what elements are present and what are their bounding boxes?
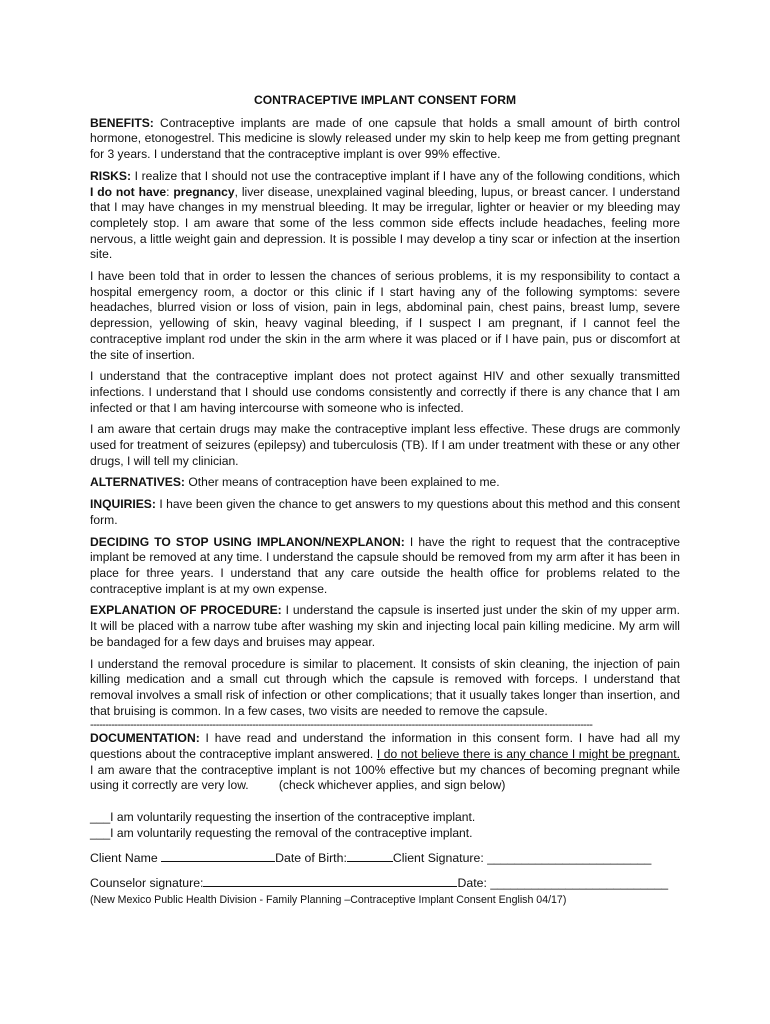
- counselor-signature-row: [90, 874, 680, 892]
- form-title: CONTRACEPTIVE IMPLANT CONSENT FORM: [253, 93, 517, 107]
- risks-text-2: , liver disease, unexplained vaginal bleeding, lupus, or breast cancer. I understand that I may have changes in my menstrual bleeding. It may be irregular, lighter or heavier or my bleeding may completely stop. I am aware that some of the less common side effects include headaches, feeling more nervous, a little weight gain and depression. It is possible I may develop a tiny scar or infection at the insertion site.: [90, 184, 680, 262]
- alternatives-section: [90, 475, 680, 491]
- documentation-text-1: I have read and understand the information in this consent form. I have had all my questions about the contraceptive implant answered.: [90, 731, 680, 762]
- section-divider: --------------------------------------------------------------------------------------------------------------------------------------------------------------------: [90, 719, 593, 732]
- date-field[interactable]: __________________________: [490, 876, 669, 891]
- documentation-text-2: I am aware that the contraceptive implant is not 100% effective but my chances of becoming pregnant while using it correctly are very low.: [90, 762, 680, 793]
- deciding-heading: DECIDING TO STOP USING IMPLANON/NEXPLANON:: [90, 534, 405, 549]
- risks-section: [90, 169, 680, 263]
- explanation-text: I understand the capsule is inserted just under the skin of my upper arm. It will be placed with a narrow tube after washing my skin and injecting local pain killing medicine. My arm will be bandaged for a few days and bruises may appear.: [90, 603, 680, 649]
- client-signature-label: Client Signature:: [392, 850, 484, 865]
- removal-paragraph: I understand the removal procedure is similar to placement. It consists of skin cleaning, the injection of pain killing medication and a small cut through which the capsule is removed with forceps. I understand that removal involves a small risk of infection or other complications; that it usually takes longer than insertion, and that bruising is common. In a few cases, two visits are needed to remove the capsule.: [90, 656, 680, 718]
- inquiries-text: I have been given the chance to get answers to my questions about this method and this consent form.: [90, 497, 680, 527]
- risks-heading: RISKS:: [90, 168, 131, 183]
- alternatives-heading: ALTERNATIVES:: [90, 475, 185, 490]
- deciding-section: [90, 535, 680, 598]
- removal-checkbox-line[interactable]: ___I am voluntarily requesting the removal of the contraceptive implant.: [90, 825, 473, 840]
- benefits-section: [90, 116, 680, 163]
- dob-label: Date of Birth:: [275, 850, 347, 865]
- documentation-underlined: I do not believe there is any chance I might be pregnant.: [376, 747, 680, 762]
- benefits-text: Contraceptive implants are made of one capsule that holds a small amount of birth control hormone, etonogestrel. This medicine is slowly released under my skin to help keep me from getting pregnant for 3 years. I understand that the contraceptive implant is over 99% effective.: [90, 115, 680, 162]
- inquiries-section: [90, 497, 680, 528]
- dob-field[interactable]: [347, 849, 393, 862]
- client-signature-row: [90, 849, 680, 867]
- emergency-paragraph: I have been told that in order to lessen the chances of serious problems, it is my responsibility to contact a hospital emergency room, a doctor or this clinic if I start having any of the following symptoms: severe headaches, blurred vision or loss of vision, pain in legs, abdominal pain, chest pains, breast lump, severe depression, yellowing of skin, heavy vaginal bleeding, if I suspect I am pregnant, if I cannot feel the contraceptive implant rod under the skin in the arm where it was placed or if I have pain, pus or discomfort at the site of insertion.: [90, 269, 680, 362]
- risks-bold-1: I do not have: [90, 184, 167, 199]
- explanation-heading: EXPLANATION OF PROCEDURE:: [90, 603, 282, 618]
- deciding-text: I have the right to request that the contraceptive implant be removed at any time. I understand the capsule should be removed from my arm after it has been in place for three years. I understand that any care outside the health office for problems related to the contraceptive implant is at my own expense.: [90, 534, 680, 596]
- request-checkboxes: [90, 810, 680, 841]
- alternatives-text: Other means of contraception have been explained to me.: [188, 475, 500, 490]
- consent-form-page: [90, 93, 680, 907]
- client-signature-field[interactable]: ________________________: [487, 850, 652, 865]
- hiv-paragraph: I understand that the contraceptive implant does not protect against HIV and other sexually transmitted infections. I understand that I should use condoms consistently and correctly if there is any chance that I am infected or that I am having intercourse with someone who is infected.: [90, 369, 680, 415]
- risks-bold-2: pregnancy: [173, 184, 235, 199]
- benefits-heading: BENEFITS:: [90, 115, 154, 130]
- explanation-section: [90, 603, 680, 650]
- counselor-signature-label: Counselor signature:: [90, 876, 204, 891]
- documentation-note: (check whichever applies, and sign below): [278, 778, 506, 793]
- date-label: Date:: [457, 876, 487, 891]
- insertion-checkbox-line[interactable]: ___I am voluntarily requesting the insertion of the contraceptive implant.: [90, 810, 476, 825]
- form-footer: (New Mexico Public Health Division - Family Planning –Contraceptive Implant Consent English 04/17): [90, 893, 567, 906]
- counselor-signature-field[interactable]: [203, 874, 457, 887]
- risks-sep: :: [166, 184, 170, 199]
- risks-text-1: I realize that I should not use the contraceptive implant if I have any of the following conditions, which: [134, 168, 680, 183]
- drugs-paragraph: I am aware that certain drugs may make the contraceptive implant less effective. These drugs are commonly used for treatment of seizures (epilepsy) and tuberculosis (TB). If I am under treatment with these or any other drugs, I will tell my clinician.: [90, 422, 680, 468]
- client-name-field[interactable]: [161, 849, 275, 862]
- inquiries-heading: INQUIRIES:: [90, 497, 156, 512]
- documentation-heading: DOCUMENTATION:: [90, 731, 200, 746]
- documentation-section: [90, 731, 680, 794]
- client-name-label: Client Name: [90, 850, 158, 865]
